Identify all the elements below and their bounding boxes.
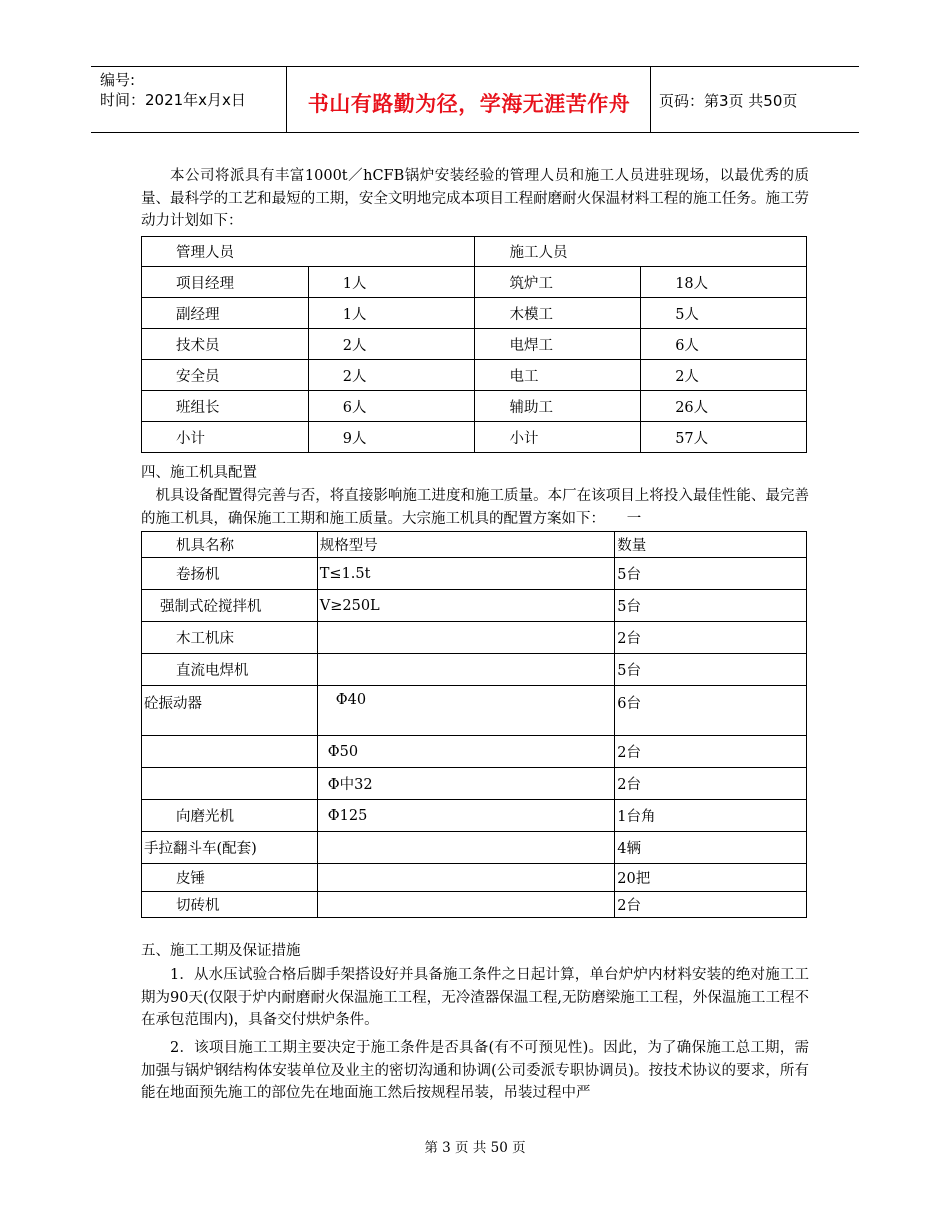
table-row: 木工机床 2台	[142, 622, 807, 654]
table-row: 切砖机 2台	[142, 892, 807, 918]
labor-header-management: 管理人员	[142, 237, 475, 267]
section-5-item-2: 2．该项目施工工期主要决定于施工条件是否具备(有不可预见性)。因此，为了确保施工总工期，需加强与锅炉钢结构体安装单位及业主的密切沟通和协调(公司委派专职协调员)。按技术协议的要求，所有能在地面预先施工的部位先在地面施工然后按规程吊装，吊装过程中严	[141, 1040, 809, 1101]
section-5-item-1: 1．从水压试验合格后脚手架搭设好并具备施工条件之日起计算，单台炉炉内材料安装的绝对施工工期为90天(仅限于炉内耐磨耐火保温施工工程，无冷渣器保温工程,无防磨梁施工工程，外保温施工工程不在承包范围内)，具备交付烘炉条件。	[141, 967, 809, 1028]
header-page-number: 页码：第3页 共50页	[659, 92, 798, 110]
document-date: 时间：2021年x月x日	[100, 91, 246, 109]
labor-header-construction: 施工人员	[475, 237, 807, 267]
table-row: 技术员 2人 电焊工 6人	[142, 329, 807, 360]
table-row: 小计 9人 小计 57人	[142, 422, 807, 453]
table-row: 卷扬机 T≤1.5t 5台	[142, 558, 807, 590]
intro-paragraph: 本公司将派具有丰富1000t／hCFB锅炉安装经验的管理人员和施工人员进驻现场，以最优秀的质量、最科学的工艺和最短的工期，安全文明地完成本项目工程耐磨耐火保温材料工程的施工任务。施工劳动力计划如下：	[141, 168, 809, 229]
table-row: 皮锤 20把	[142, 864, 807, 892]
equip-header-qty: 数量	[615, 532, 807, 558]
page-footer: 第 3 页 共 50 页	[424, 1140, 526, 1156]
header-divider	[286, 66, 287, 132]
equipment-table	[141, 531, 807, 918]
header-divider	[650, 66, 651, 132]
table-row: 手拉翻斗车(配套) 4辆	[142, 832, 807, 864]
section-4-paragraph: 机具设备配置得完善与否，将直接影响施工进度和施工质量。本厂在该项目上将投入最佳性能、最完善的施工机具，确保施工工期和施工质量。大宗施工机具的配置方案如下： 一	[141, 488, 809, 527]
table-row: Φ50 2台	[142, 736, 807, 768]
table-row: 副经理 1人 木模工 5人	[142, 298, 807, 329]
table-row: 砼振动器 Φ40 6台	[142, 686, 807, 736]
section-4-heading: 四、施工机具配置	[141, 465, 257, 481]
table-row: 向磨光机 Φ125 1台角	[142, 800, 807, 832]
labor-table	[141, 236, 807, 453]
equip-header-name: 机具名称	[142, 532, 318, 558]
section-5-heading: 五、施工工期及保证措施	[141, 943, 301, 959]
table-row: Φ中32 2台	[142, 768, 807, 800]
equip-header-spec: 规格型号	[317, 532, 615, 558]
header-bottom-rule	[91, 132, 859, 133]
table-header-row	[142, 532, 807, 558]
table-row: 直流电焊机 5台	[142, 654, 807, 686]
table-row: 项目经理 1人 筑炉工 18人	[142, 267, 807, 298]
header-motto: 书山有路勤为径，学海无涯苦作舟	[307, 92, 631, 116]
table-row: 安全员 2人 电工 2人	[142, 360, 807, 391]
table-row: 班组长 6人 辅助工 26人	[142, 391, 807, 422]
header-meta	[100, 70, 246, 110]
document-number: 编号:	[100, 71, 136, 89]
header-top-rule	[91, 66, 859, 67]
table-row: 强制式砼搅拌机 V≥250L 5台	[142, 590, 807, 622]
